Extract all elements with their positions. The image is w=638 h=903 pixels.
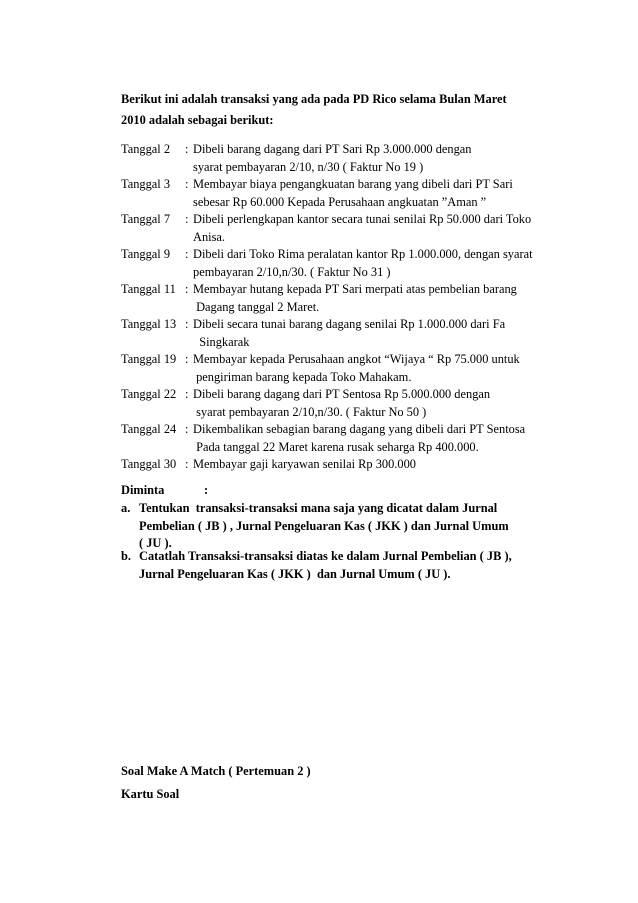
transaction-line-2: Singkarak xyxy=(193,334,250,349)
task-a xyxy=(121,500,509,553)
intro-line-1: Berikut ini adalah transaksi yang ada pada PD Rico selama Bulan Maret xyxy=(121,92,507,106)
transaction-description xyxy=(193,456,561,474)
transaction-description xyxy=(193,386,561,421)
transaction-description xyxy=(193,351,561,386)
transaction-date: Tanggal 19 xyxy=(121,352,177,366)
transaction-item xyxy=(121,281,561,316)
task-a-marker: a. xyxy=(121,501,131,515)
transaction-date: Tanggal 7 xyxy=(121,212,171,226)
section-subtitle: Kartu Soal xyxy=(121,787,180,801)
transaction-date: Tanggal 13 xyxy=(121,317,177,331)
task-a-text xyxy=(139,500,509,553)
section-title: Soal Make A Match ( Pertemuan 2 ) xyxy=(121,764,311,778)
diminta-heading xyxy=(121,483,209,498)
transaction-line-1: Membayar kepada Perusahaan angkot “Wijaya “ Rp 75.000 untuk xyxy=(193,352,520,366)
transaction-date: Tanggal 24 xyxy=(121,422,177,436)
transaction-separator: : xyxy=(185,282,189,296)
task-b-line-1: Catatlah Transaksi-transaksi diatas ke dalam Jurnal Pembelian ( JB ), xyxy=(139,549,512,563)
transaction-description xyxy=(193,316,561,351)
transaction-item xyxy=(121,176,561,211)
transaction-separator: : xyxy=(185,387,189,401)
transaction-item xyxy=(121,351,561,386)
transaction-line-2: Dagang tanggal 2 Maret. xyxy=(193,299,320,314)
transaction-line-1: Dibeli barang dagang dari PT Sari Rp 3.000.000 dengan xyxy=(193,142,472,156)
task-a-line-1: Tentukan transaksi-transaksi mana saja yang dicatat dalam Jurnal xyxy=(139,501,498,515)
transaction-description xyxy=(193,246,561,281)
transaction-item xyxy=(121,421,561,456)
task-b-line-2: Jurnal Pengeluaran Kas ( JKK ) dan Jurnal Umum ( JU ). xyxy=(139,566,451,581)
transaction-line-2: sebesar Rp 60.000 Kepada Perusahaan angkuatan ”Aman ” xyxy=(193,194,487,209)
transaction-line-2: pengiriman barang kepada Toko Mahakam. xyxy=(193,369,412,384)
transaction-date: Tanggal 11 xyxy=(121,282,176,296)
transaction-separator: : xyxy=(185,352,189,366)
transaction-list xyxy=(121,141,561,474)
transaction-description xyxy=(193,176,561,211)
transaction-line-1: Membayar hutang kepada PT Sari merpati atas pembelian barang xyxy=(193,282,517,296)
transaction-line-2: pembayaran 2/10,n/30. ( Faktur No 31 ) xyxy=(193,264,391,279)
task-a-line-2: Pembelian ( JB ) , Jurnal Pengeluaran Kas ( JKK ) dan Jurnal Umum xyxy=(139,518,509,533)
transaction-line-1: Dibeli secara tunai barang dagang senilai Rp 1.000.000 dari Fa xyxy=(193,317,506,331)
task-b-text xyxy=(139,548,512,583)
transaction-separator: : xyxy=(185,457,189,471)
transaction-date: Tanggal 22 xyxy=(121,387,177,401)
transaction-separator: : xyxy=(185,212,189,226)
transaction-line-2: syarat pembayaran 2/10,n/30. ( Faktur No 50 ) xyxy=(193,404,427,419)
transaction-separator: : xyxy=(185,142,189,156)
transaction-description xyxy=(193,211,561,246)
transaction-line-1: Membayar biaya pengangkuatan barang yang dibeli dari PT Sari xyxy=(193,177,513,191)
transaction-date: Tanggal 9 xyxy=(121,247,171,261)
transaction-description xyxy=(193,141,561,176)
transaction-separator: : xyxy=(185,247,189,261)
transaction-line-2: Pada tanggal 22 Maret karena rusak seharga Rp 400.000. xyxy=(193,439,479,454)
transaction-date: Tanggal 3 xyxy=(121,177,171,191)
transaction-line-1: Dibeli barang dagang dari PT Sentosa Rp 5.000.000 dengan xyxy=(193,387,491,401)
transaction-separator: : xyxy=(185,177,189,191)
diminta-label: Diminta xyxy=(121,483,165,497)
transaction-line-1: Dibeli perlengkapan kantor secara tunai senilai Rp 50.000 dari Toko xyxy=(193,212,532,226)
transaction-date: Tanggal 2 xyxy=(121,142,171,156)
transaction-line-2: Anisa. xyxy=(193,229,226,244)
transaction-line-1: Dibeli dari Toko Rima peralatan kantor Rp 1.000.000, dengan syarat xyxy=(193,247,533,261)
transaction-separator: : xyxy=(185,317,189,331)
transaction-line-1: Membayar gaji karyawan senilai Rp 300.000 xyxy=(193,457,416,471)
transaction-line-1: Dikembalikan sebagian barang dagang yang dibeli dari PT Sentosa xyxy=(193,422,526,436)
transaction-item xyxy=(121,141,561,176)
transaction-item xyxy=(121,211,561,246)
task-a-line-3: ( JU ). xyxy=(139,536,172,550)
intro-line-2: 2010 adalah sebagai berikut: xyxy=(121,113,274,127)
task-b-marker: b. xyxy=(121,549,131,563)
transaction-item xyxy=(121,316,561,351)
transaction-line-2: syarat pembayaran 2/10, n/30 ( Faktur No 19 ) xyxy=(193,159,424,174)
transaction-separator: : xyxy=(185,422,189,436)
transaction-item xyxy=(121,386,561,421)
transaction-description xyxy=(193,281,561,316)
task-b xyxy=(121,548,512,583)
transaction-date: Tanggal 30 xyxy=(121,457,177,471)
transaction-item xyxy=(121,456,561,474)
transaction-description xyxy=(193,421,561,456)
diminta-colon: : xyxy=(204,483,209,497)
transaction-item xyxy=(121,246,561,281)
